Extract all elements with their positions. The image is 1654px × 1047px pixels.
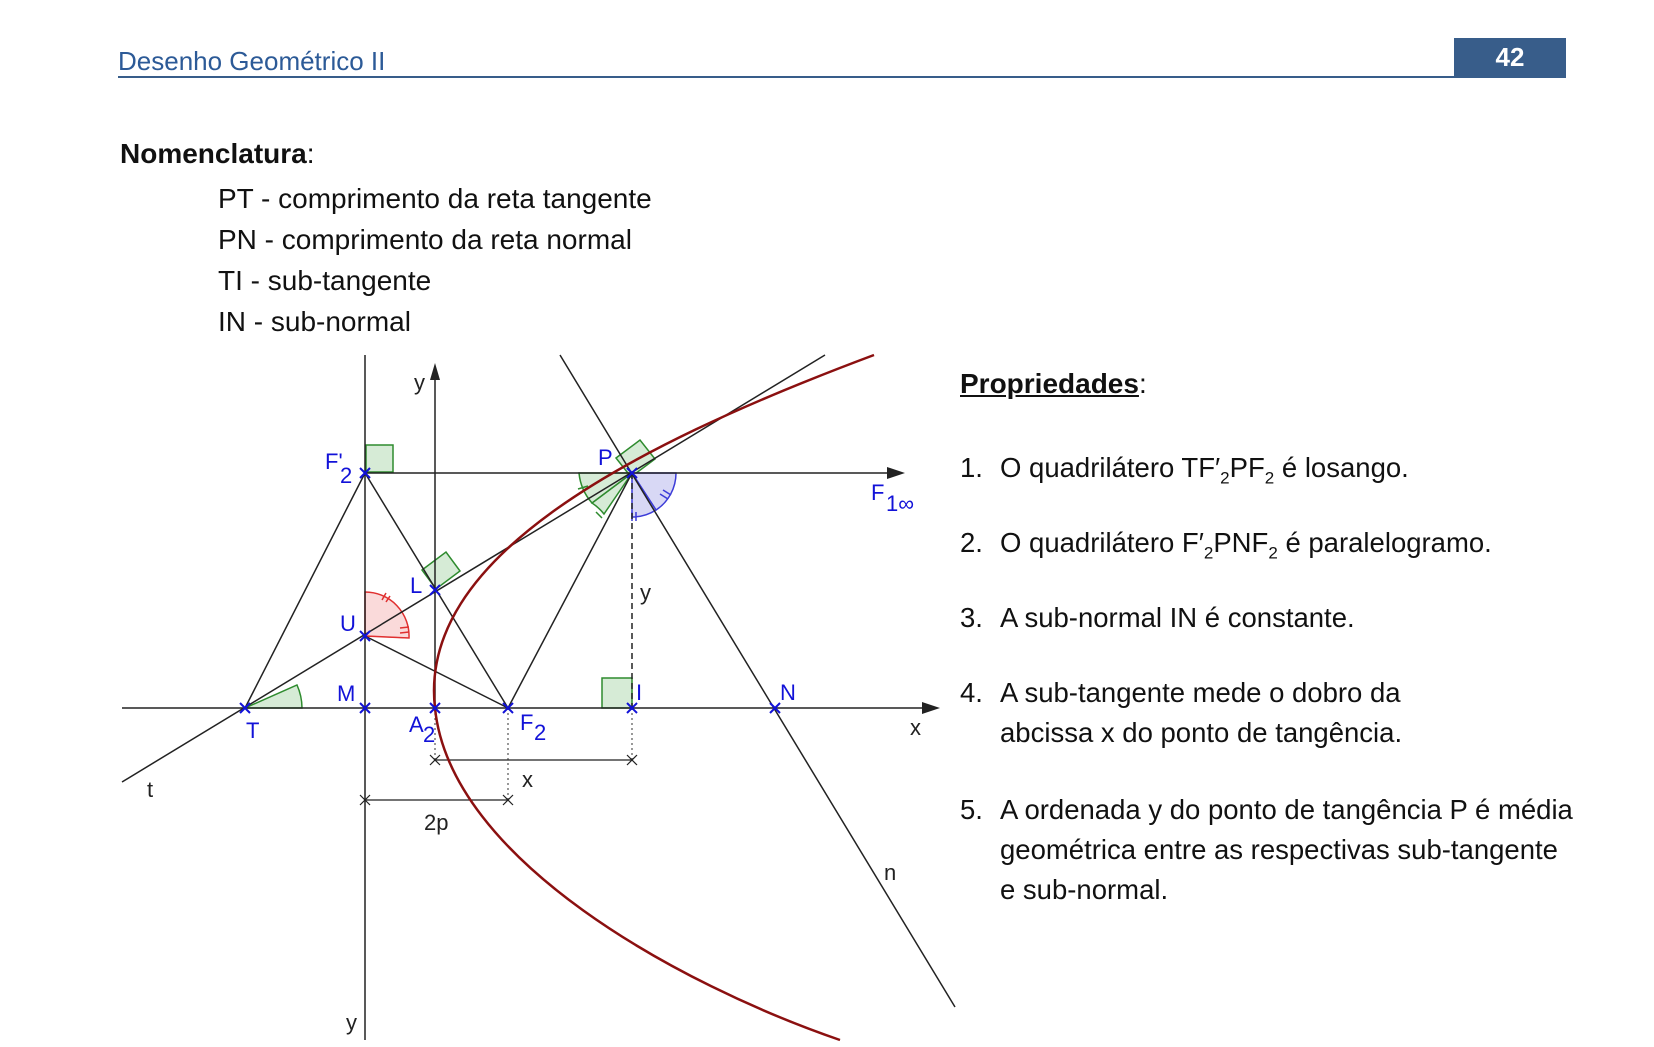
properties-section [960, 368, 1600, 905]
angle-arc-t [245, 685, 302, 708]
nomenclature-item: IN - sub-normal [218, 306, 411, 337]
y-axis-arrow [430, 363, 440, 380]
label-a2: A [409, 712, 424, 737]
property-number: 5. [960, 794, 983, 825]
x-axis-arrow [922, 702, 940, 714]
label-y-axis-bottom: y [346, 1010, 357, 1035]
header-rule [118, 76, 1566, 78]
label-n: N [780, 680, 796, 705]
properties-title: Propriedades [960, 368, 1139, 399]
label-u: U [340, 611, 356, 636]
nomenclature-item: PT - comprimento da reta tangente [218, 183, 652, 214]
property-item [960, 673, 1460, 753]
nomenclature-list [218, 178, 652, 342]
property-text: A ordenada y do ponto de tangência P é média geométrica entre as respectivas sub-tangente e sub-normal. [1000, 794, 1573, 905]
nomenclature-title: Nomenclatura [120, 138, 307, 169]
property-item [960, 598, 1355, 638]
label-f2prime: F' [325, 449, 343, 474]
label-f2prime-sub: 2 [340, 463, 353, 488]
label-abscissa-x: x [522, 767, 533, 792]
label-f-infinity-sub: 1∞ [886, 491, 914, 516]
property-number: 2. [960, 527, 983, 558]
label-tangent: t [147, 777, 154, 802]
label-m: M [337, 681, 356, 706]
page-number-badge: 42 [1454, 38, 1566, 76]
parabola-figure [118, 350, 958, 1047]
label-f2-sub: 2 [534, 720, 547, 745]
label-normal: n [884, 860, 897, 885]
header-title: Desenho Geométrico II [118, 46, 386, 76]
label-two-p: 2p [424, 810, 449, 835]
label-x-axis: x [910, 715, 921, 740]
label-f2: F [520, 710, 534, 735]
right-angle-marker-l [422, 552, 460, 589]
property-text: A sub-normal IN é constante. [1000, 602, 1355, 633]
property-item [960, 790, 1580, 910]
segment-t-f2prime [245, 473, 365, 708]
nomenclature-item: TI - sub-tangente [218, 265, 432, 296]
label-a2-sub: 2 [423, 722, 436, 747]
label-i: I [636, 680, 643, 705]
property-number: 1. [960, 452, 983, 483]
infinity-arrow [887, 467, 905, 479]
property-text: O quadrilátero $F'_2PNF_2$ é paralelogramo. [1000, 527, 1492, 563]
label-p: P [598, 445, 613, 470]
property-number: 3. [960, 602, 983, 633]
nomenclature-item: PN - comprimento da reta normal [218, 224, 632, 255]
label-f-infinity: F [871, 480, 885, 505]
property-item [960, 523, 1492, 574]
property-text: A sub-tangente mede o dobro da abcissa x do ponto de tangência. [1000, 677, 1403, 748]
label-y-axis-top: y [414, 370, 425, 395]
page-header [118, 38, 1566, 78]
label-t: T [246, 718, 260, 743]
properties-heading: Propriedades: [960, 368, 1147, 399]
property-item [960, 448, 1409, 499]
right-angle-marker-f2prime [366, 445, 393, 472]
label-ordinate-y: y [640, 580, 651, 605]
nomenclature-heading: Nomenclatura: [120, 138, 315, 169]
parabola-diagram [118, 350, 958, 1047]
segment-f2-p [508, 473, 632, 708]
property-number: 4. [960, 677, 983, 708]
property-text: O quadrilátero $TF'_2PF_2$ é losango. [1000, 452, 1409, 488]
label-l: L [410, 573, 423, 598]
